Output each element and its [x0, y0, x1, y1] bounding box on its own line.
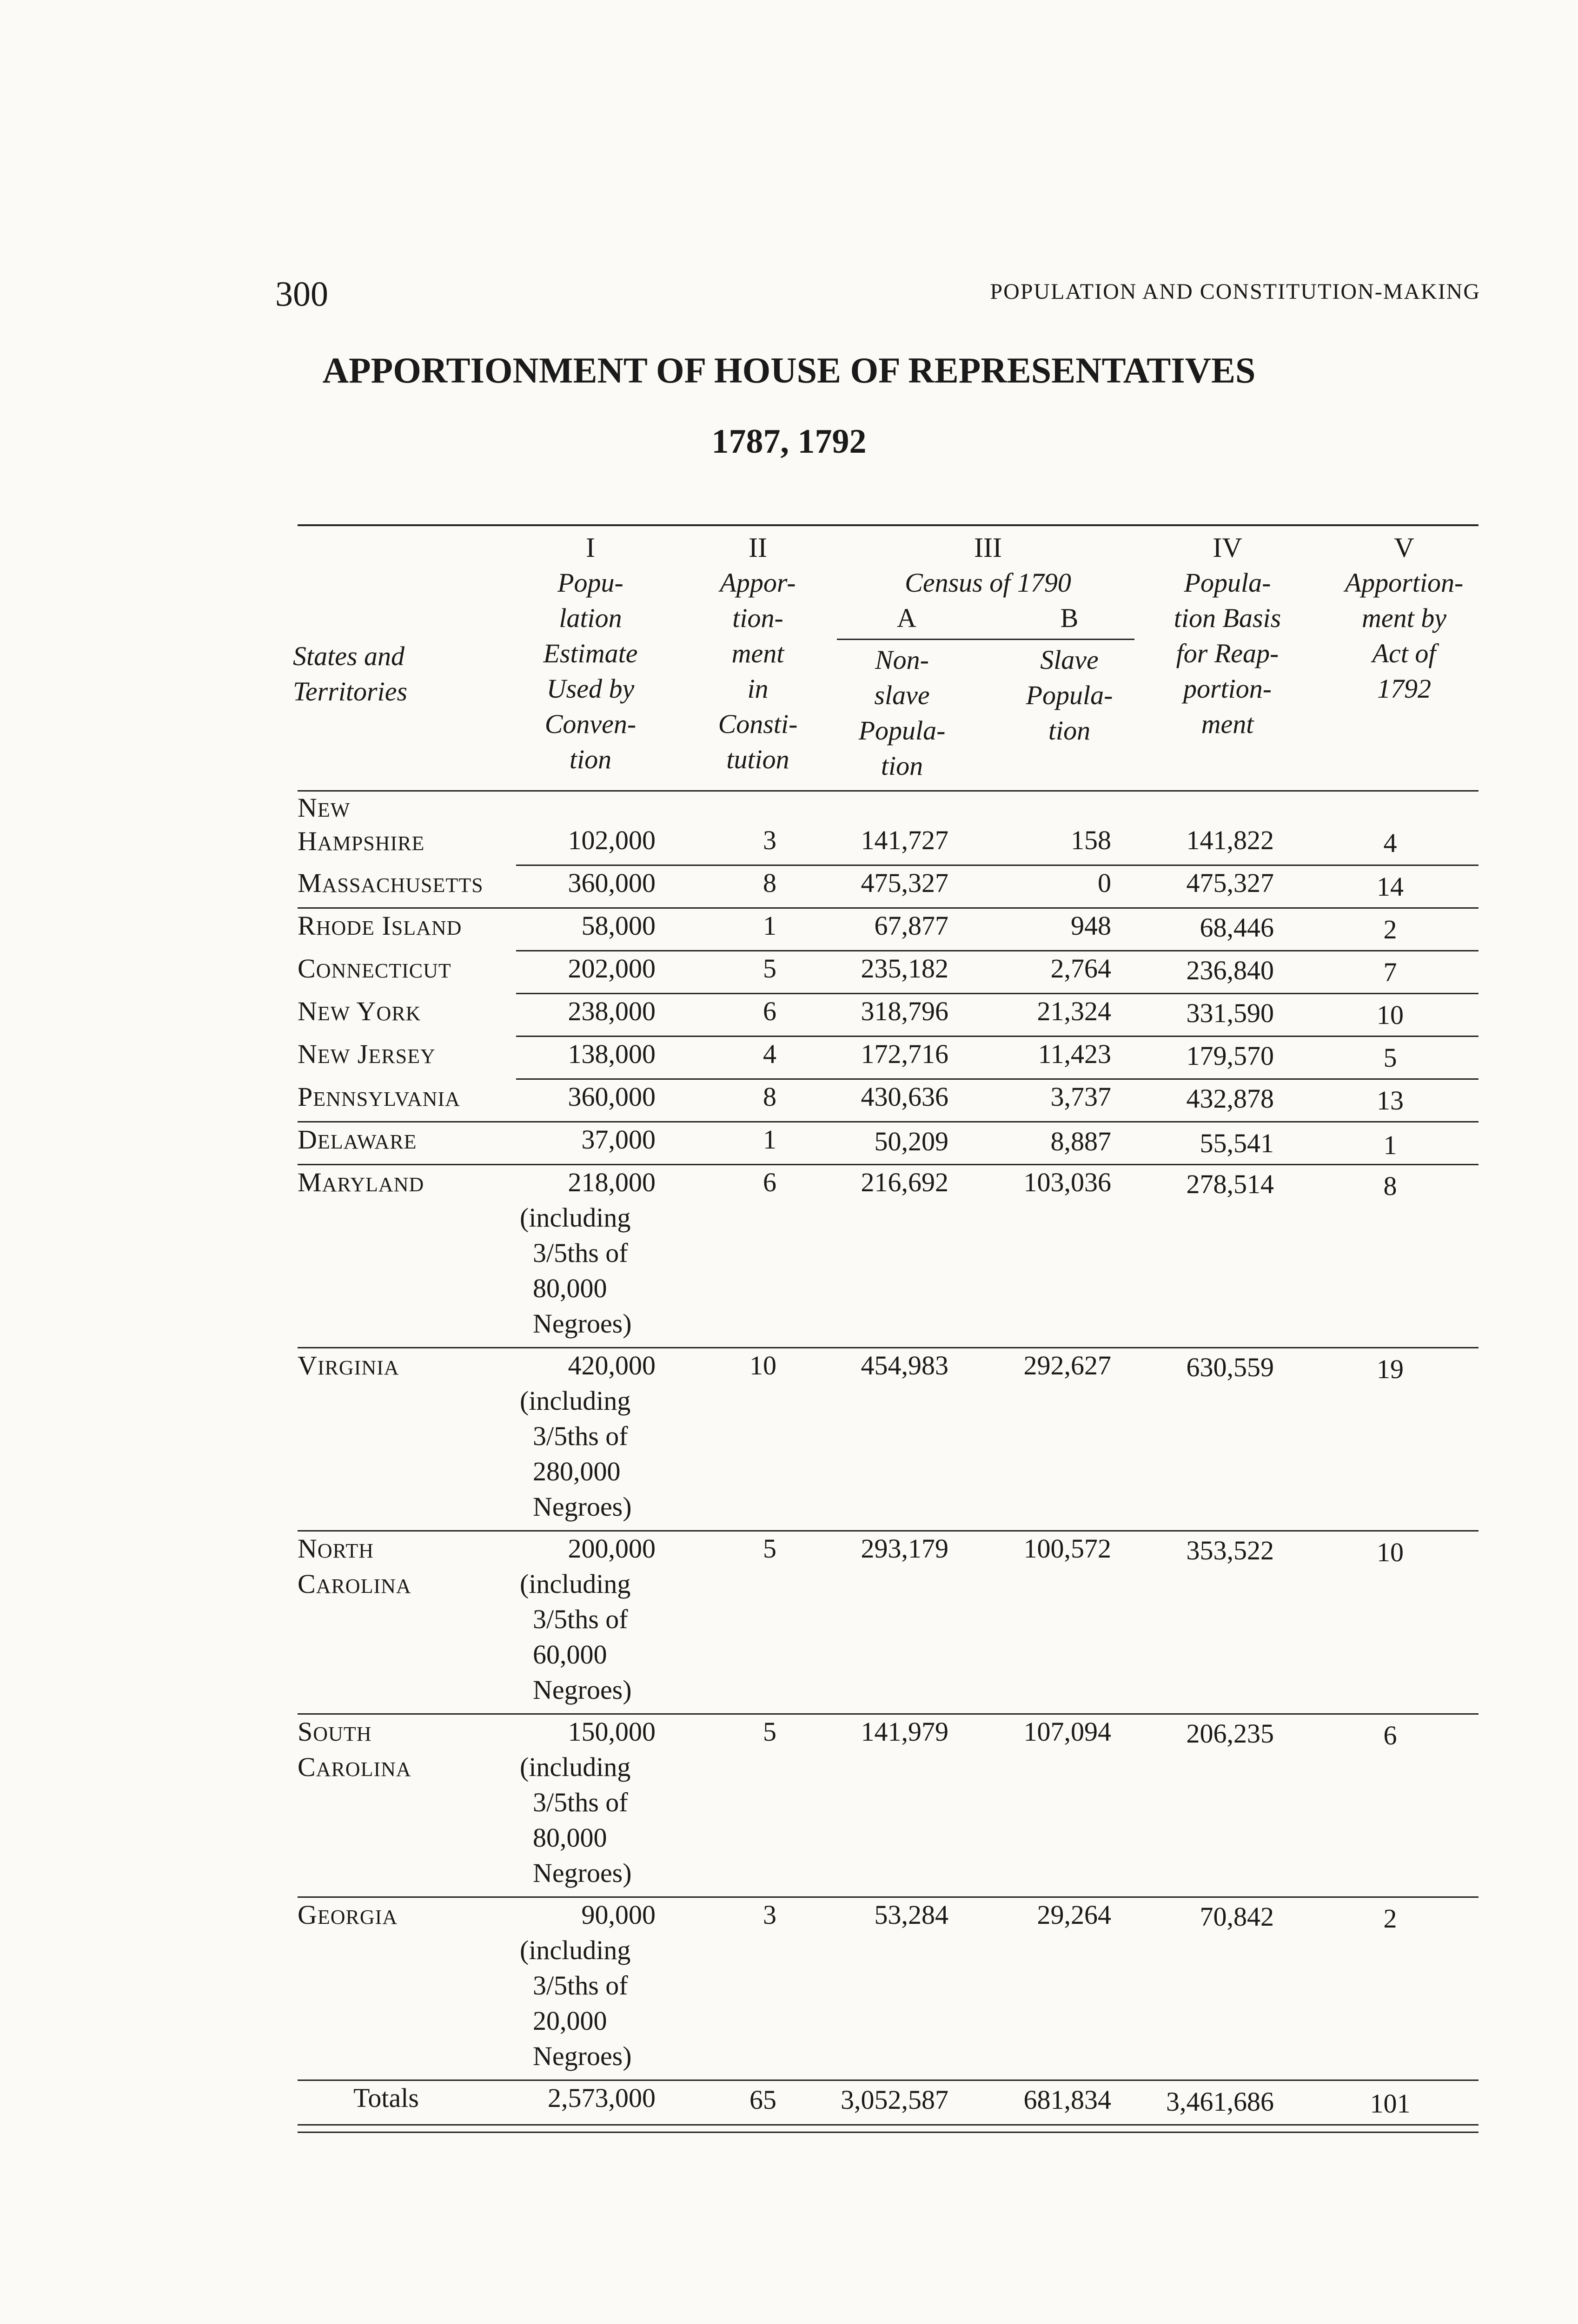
- header-col5: V Apportion- ment by Act of 1792: [1345, 532, 1464, 704]
- row-rule: [298, 1121, 1479, 1122]
- header-col3-a-letter: A: [897, 603, 916, 633]
- header-col1: I Popu- lation Estimate Used by Conven- tion: [543, 532, 638, 774]
- table-bottom-rule-1: [298, 2124, 1479, 2126]
- census-subrule: [837, 639, 1134, 640]
- page-title: APPORTIONMENT OF HOUSE OF REPRESENTATIVES: [322, 350, 1256, 390]
- header-states: States and Territories: [293, 641, 408, 706]
- header-col3b: Slave Popula- tion: [1026, 645, 1113, 746]
- table-bottom-rule-2: [298, 2132, 1479, 2133]
- table-top-rule: [298, 524, 1479, 526]
- header-col3a: Non- slave Popula- tion: [858, 645, 946, 781]
- header-col4: IV Popula- tion Basis for Reap- portion- ment: [1174, 532, 1281, 739]
- header-col3-b-letter: B: [1060, 603, 1079, 633]
- header-col3: III Census of 1790: [905, 532, 1071, 598]
- page-number: 300: [275, 275, 328, 314]
- header-col2: II Appor- tion- ment in Consti- tution: [718, 532, 798, 774]
- page-subtitle: 1787, 1792: [711, 423, 867, 461]
- running-head: POPULATION AND CONSTITUTION-MAKING: [990, 279, 1480, 304]
- header-bottom-rule: [298, 790, 1479, 792]
- row-rule: [298, 2080, 1479, 2081]
- totals-label: Totals: [353, 2083, 419, 2113]
